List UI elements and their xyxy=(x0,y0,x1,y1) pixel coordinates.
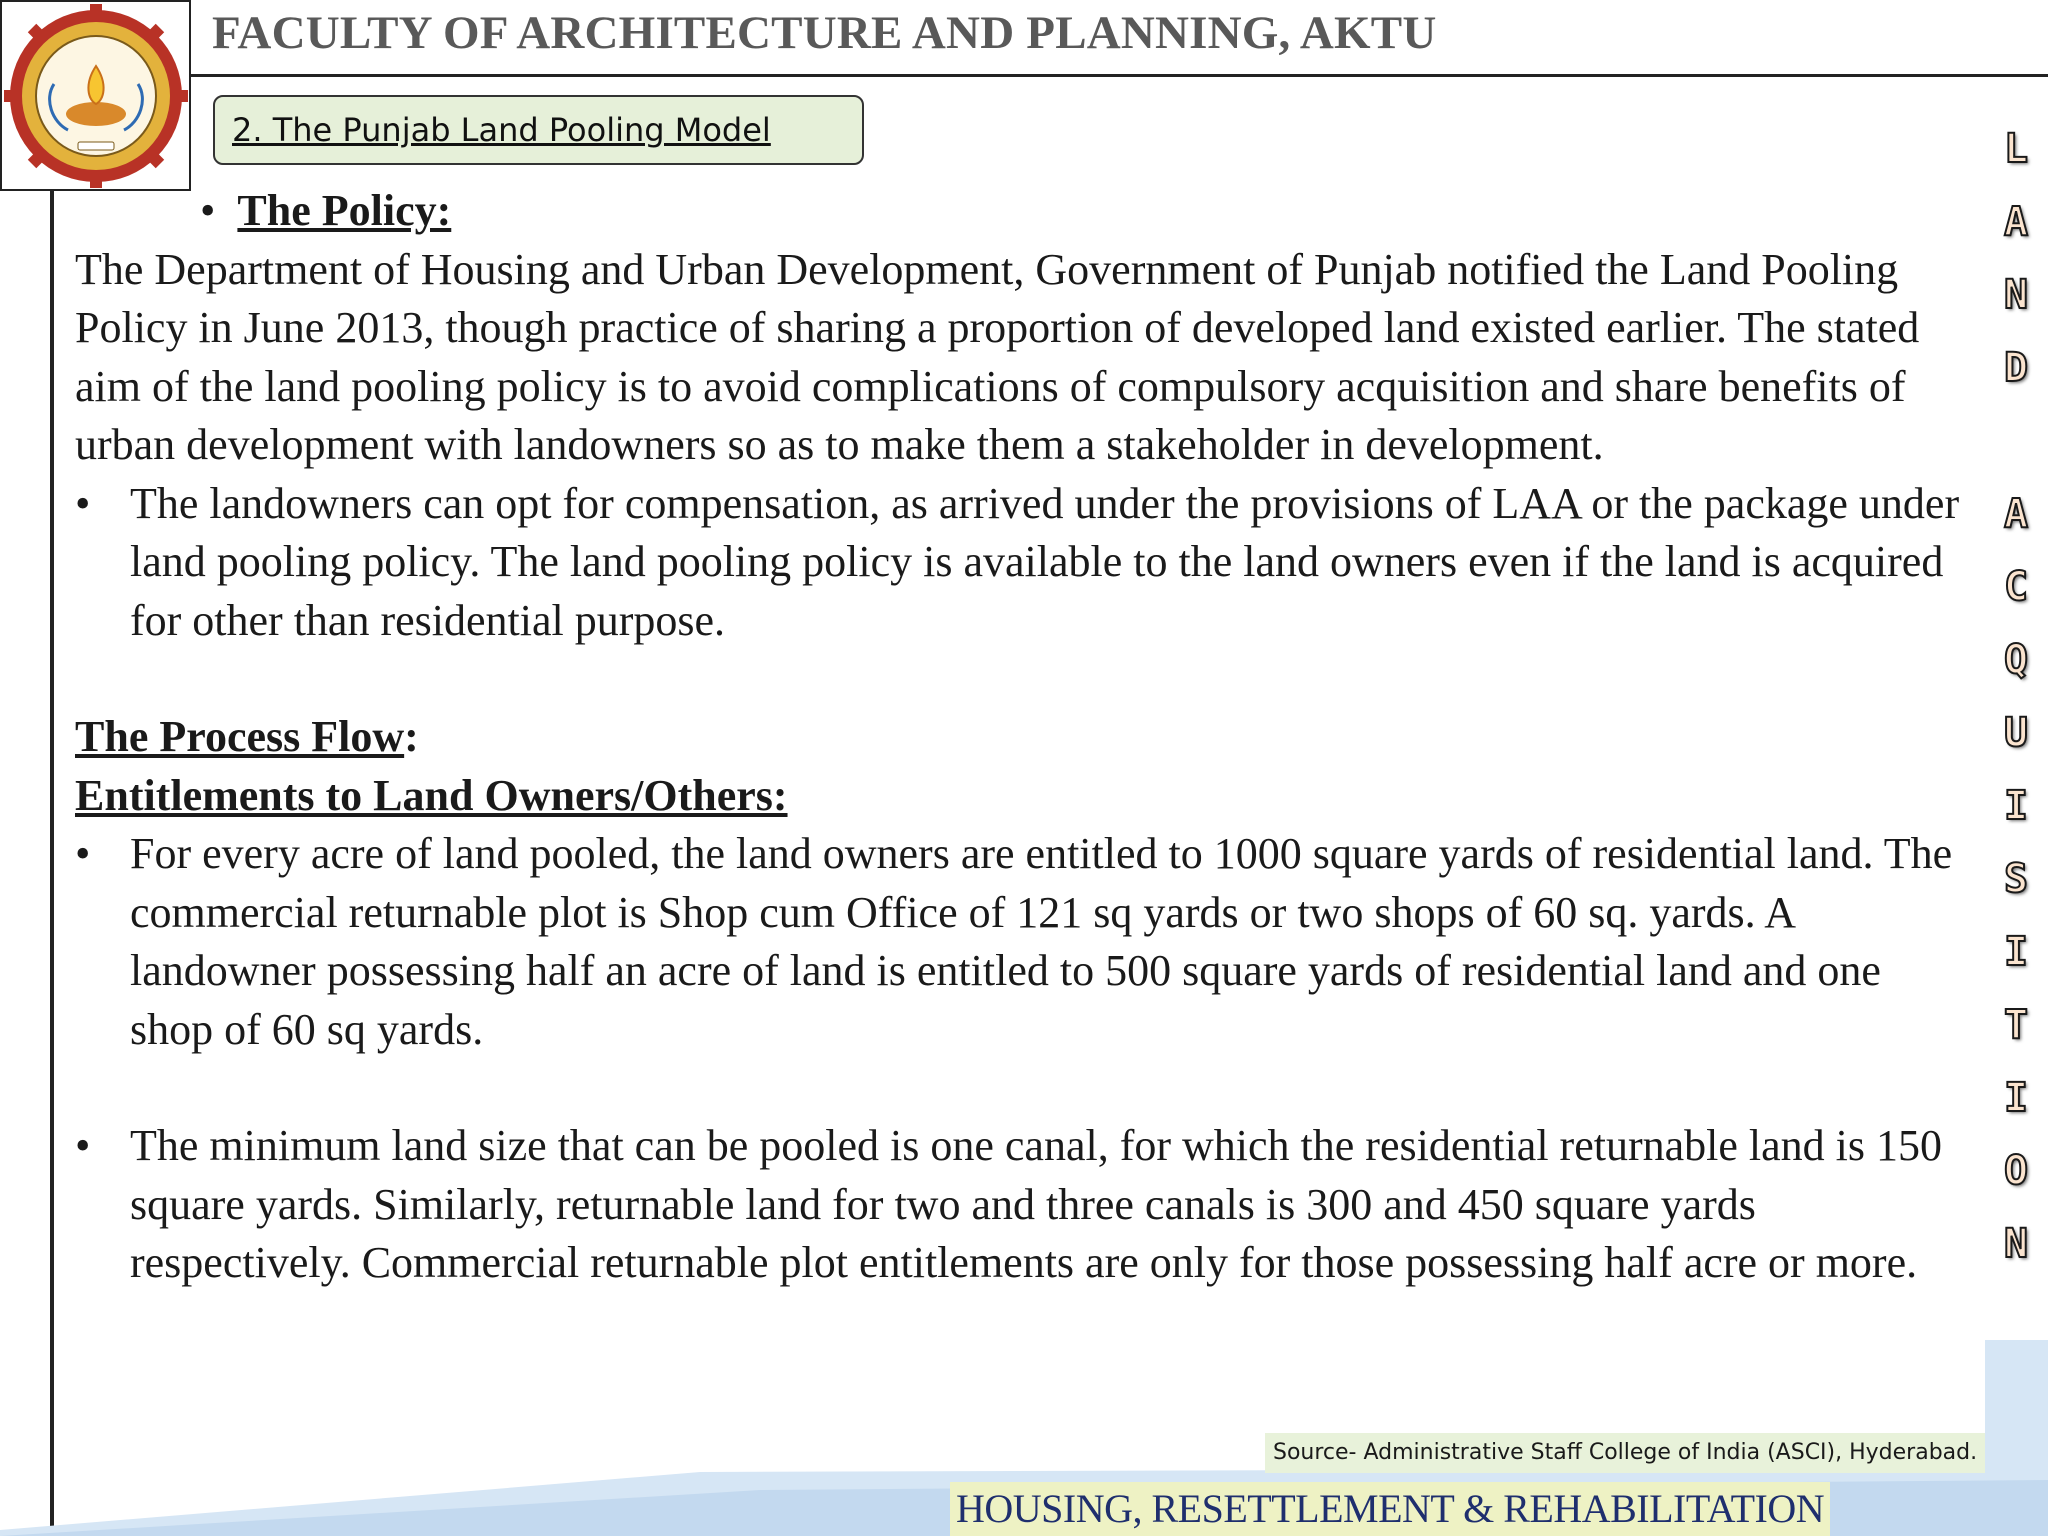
side-letter: O xyxy=(2003,1148,2029,1194)
process-flow-heading: The Process Flow: xyxy=(75,712,419,761)
footer-title: HOUSING, RESETTLEMENT & REHABILITATION xyxy=(950,1482,1830,1536)
entitlement-bullet-2: • The minimum land size that can be pooled is one canal, for which the residential returnable land is 150 square yards. Similarly, returnable land for two and three canals is 300 and 450 square yards respectively. Commercial returnable plot entitlements are only for those possessing half acre or more. xyxy=(75,1117,1975,1293)
side-letter: N xyxy=(2003,1221,2029,1267)
entitlements-heading: Entitlements to Land Owners/Others: xyxy=(75,770,788,820)
aktu-logo-icon xyxy=(4,4,188,188)
section-label: 2. The Punjab Land Pooling Model xyxy=(232,111,771,149)
spacer xyxy=(75,650,1975,708)
source-citation: Source- Administrative Staff College of India (ASCI), Hyderabad. xyxy=(1265,1433,1985,1473)
side-letter: T xyxy=(2003,1002,2029,1048)
side-letter: L xyxy=(2003,126,2029,172)
side-letter: I xyxy=(2003,929,2029,975)
policy-paragraph: The Department of Housing and Urban Development, Government of Punjab notified the Land Pooling Policy in June 2013, though practice of sharing a proportion of developed land existed earlier. The stated aim of the land pooling policy is to avoid complications of compulsory acquisition and share benefits of urban development with landowners so as to make them a stakeholder in development. xyxy=(75,244,1920,469)
header-divider xyxy=(191,74,2048,77)
side-letter: I xyxy=(2003,1075,2029,1121)
side-letter: D xyxy=(2003,345,2029,391)
slide-content xyxy=(75,182,1975,1293)
spacer xyxy=(75,1059,1975,1117)
side-letter: S xyxy=(2003,856,2029,902)
side-letter: A xyxy=(2003,491,2029,537)
university-logo xyxy=(0,0,191,191)
policy-bullet: • The landowners can opt for compensation, as arrived under the provisions of LAA or the package under land pooling policy. The land pooling policy is available to the land owners even if the land is acquired for other than residential purpose. xyxy=(75,475,1975,651)
side-letter: I xyxy=(2003,783,2029,829)
side-letter: A xyxy=(2003,199,2029,245)
side-letter: U xyxy=(2003,710,2029,756)
faculty-title: FACULTY OF ARCHITECTURE AND PLANNING, AKTU xyxy=(212,7,1437,59)
side-letter: N xyxy=(2003,272,2029,318)
entitlement-bullet-1: • For every acre of land pooled, the land owners are entitled to 1000 square yards of residential land. The commercial returnable plot is Shop cum Office of 121 sq yards or two shops of 60 sq. yards. A landowner possessing half an acre of land is entitled to 500 square yards of residential land and one shop of 60 sq yards. xyxy=(75,825,1975,1059)
policy-heading: • The Policy: xyxy=(200,186,452,235)
section-tab xyxy=(213,95,864,165)
left-divider xyxy=(50,191,54,1536)
side-letter: C xyxy=(2003,564,2029,610)
side-letter: Q xyxy=(2003,637,2029,683)
